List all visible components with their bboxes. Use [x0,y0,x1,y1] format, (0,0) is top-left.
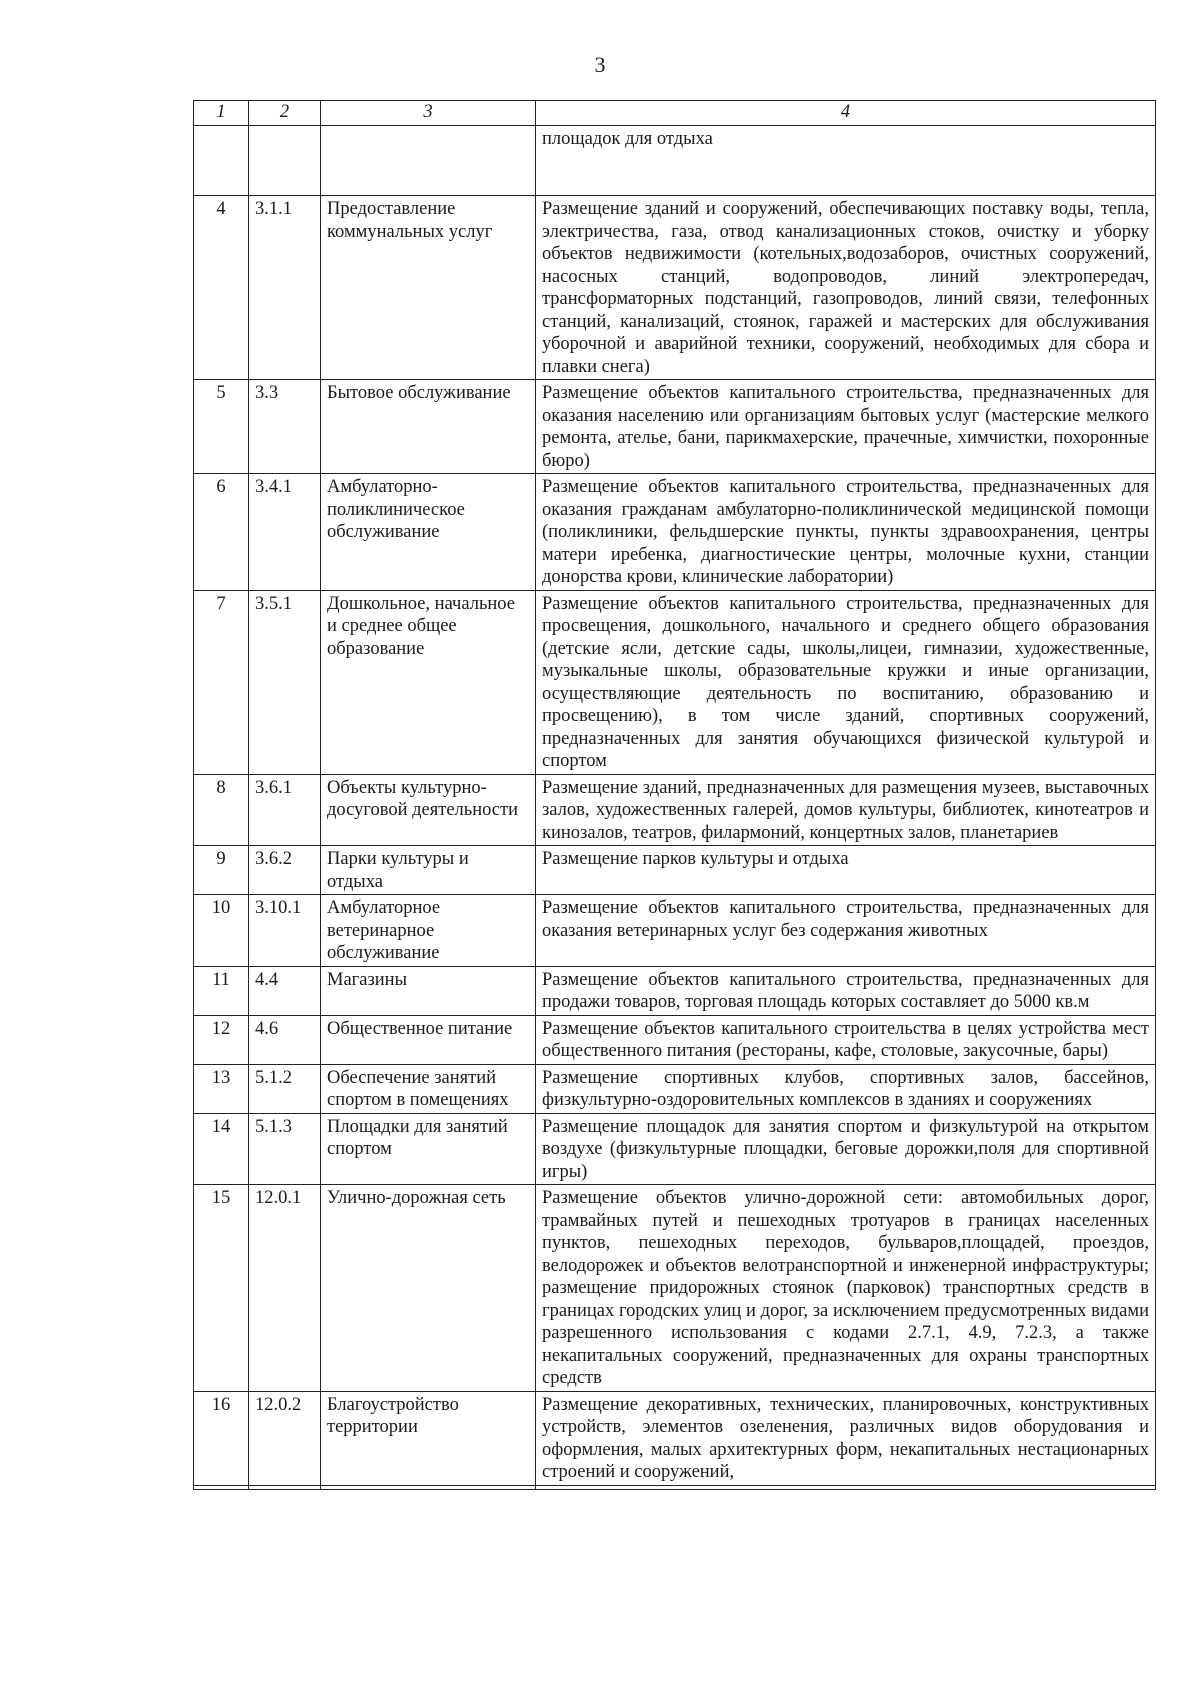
row-number: 5 [194,380,249,474]
row-name: Обеспечение занятий спортом в помещениях [321,1064,536,1113]
table-row [194,1485,1156,1489]
row-name: Предоставление коммунальных услуг [321,196,536,380]
row-number [194,1485,249,1489]
row-code [249,1485,321,1489]
table-row [194,1391,1156,1485]
table-row [194,474,1156,591]
row-code: 3.1.1 [249,196,321,380]
row-description: Размещение объектов капитального строительства, предназначенных для оказания гражданам амбулаторно-поликлинической медицинской помощи (поликлиники, фельдшерские пункты, пункты здравоохранения, центры матери иребенка, диагностические центры, молочные кухни, станции донорства крови, клинические лаборатории) [536,474,1156,591]
header-col-4: 4 [536,101,1156,126]
row-description: Размещение объектов капитального строительства, предназначенных для оказания населению или организациям бытовых услуг (мастерские мелкого ремонта, ателье, бани, парикмахерские, прачечные, химчистки, похоронные бюро) [536,380,1156,474]
row-number: 13 [194,1064,249,1113]
row-description: Размещение объектов улично-дорожной сети: автомобильных дорог, трамвайных путей и пешеходных тротуаров в границах населенных пунктов, пешеходных переходов, бульваров,площадей, проездов, велодорожек и объектов велотранспортной и инженерной инфраструктуры; размещение придорожных стоянок (парковок) транспортных средств в границах городских улиц и дорог, за исключением предусмотренных видами разрешенного использования с кодами 2.7.1, 4.9, 7.2.3, а также некапитальных сооружений, предназначенных для охраны транспортных средств [536,1185,1156,1392]
row-description: Размещение объектов капитального строительства, предназначенных для продажи товаров, торговая площадь которых составляет до 5000 кв.м [536,966,1156,1015]
row-description: площадок для отдыха [536,126,1156,196]
row-description: Размещение объектов капитального строительства в целях устройства мест общественного питания (рестораны, кафе, столовые, закусочные, бары) [536,1015,1156,1064]
row-description: Размещение площадок для занятия спортом и физкультурой на открытом воздухе (физкультурные площадки, беговые дорожки,поля для спортивной игры) [536,1113,1156,1185]
table-row [194,196,1156,380]
row-number: 6 [194,474,249,591]
row-code: 3.4.1 [249,474,321,591]
row-description: Размещение зданий и сооружений, обеспечивающих поставку воды, тепла, электричества, газа, отвод канализационных стоков, очистку и уборку объектов недвижимости (котельных,водозаборов, очистных сооружений, насосных станций, водопроводов, линий электропередач, трансформаторных подстанций, газопроводов, линий связи, телефонных станций, канализаций, стоянок, гаражей и мастерских для обслуживания уборочной и аварийной техники, сооружений, необходимых для сбора и плавки снега) [536,196,1156,380]
row-name: Дошкольное, начальное и среднее общее образование [321,590,536,774]
row-description: Размещение зданий, предназначенных для размещения музеев, выставочных залов, художественных галерей, домов культуры, библиотек, кинотеатров и кинозалов, театров, филармоний, концертных залов, планетариев [536,774,1156,846]
row-number: 16 [194,1391,249,1485]
row-number: 9 [194,846,249,895]
row-code: 4.6 [249,1015,321,1064]
table-row [194,126,1156,196]
row-code: 3.6.1 [249,774,321,846]
row-name: Площадки для занятий спортом [321,1113,536,1185]
table-row [194,1064,1156,1113]
row-name: Амбулаторно-поликлиническое обслуживание [321,474,536,591]
row-number [194,126,249,196]
row-name [321,1485,536,1489]
row-name: Благоустройство территории [321,1391,536,1485]
table-header [194,101,1156,126]
row-code: 12.0.1 [249,1185,321,1392]
row-name: Улично-дорожная сеть [321,1185,536,1392]
row-name: Бытовое обслуживание [321,380,536,474]
row-code: 3.5.1 [249,590,321,774]
row-description [536,1485,1156,1489]
row-description: Размещение объектов капитального строительства, предназначенных для оказания ветеринарных услуг без содержания животных [536,895,1156,967]
row-code: 3.6.2 [249,846,321,895]
table-body [194,126,1156,1490]
row-number: 11 [194,966,249,1015]
page-number: 3 [594,52,606,77]
table-row [194,1113,1156,1185]
row-description: Размещение декоративных, технических, планировочных, конструктивных устройств, элементов озеленения, различных видов оборудования и оформления, малых архитектурных форм, некапитальных нестационарных строений и сооружений, [536,1391,1156,1485]
row-code: 5.1.3 [249,1113,321,1185]
row-name: Общественное питание [321,1015,536,1064]
row-name: Амбулаторное ветеринарное обслуживание [321,895,536,967]
row-number: 14 [194,1113,249,1185]
row-number: 8 [194,774,249,846]
table-row [194,846,1156,895]
row-code: 5.1.2 [249,1064,321,1113]
row-code: 12.0.2 [249,1391,321,1485]
row-number: 15 [194,1185,249,1392]
table-row [194,774,1156,846]
table-row [194,1015,1156,1064]
row-description: Размещение парков культуры и отдыха [536,846,1156,895]
table-row [194,380,1156,474]
land-use-table [193,100,1156,1490]
row-number: 12 [194,1015,249,1064]
header-col-3: 3 [321,101,536,126]
row-code: 3.10.1 [249,895,321,967]
row-code: 3.3 [249,380,321,474]
row-description: Размещение спортивных клубов, спортивных залов, бассейнов, физкультурно-оздоровительных комплексов в зданиях и сооружениях [536,1064,1156,1113]
table-row [194,1185,1156,1392]
row-number: 7 [194,590,249,774]
header-col-1: 1 [194,101,249,126]
table-row [194,895,1156,967]
row-name: Магазины [321,966,536,1015]
row-code: 4.4 [249,966,321,1015]
row-number: 10 [194,895,249,967]
table-row [194,966,1156,1015]
header-row [194,101,1156,126]
row-name [321,126,536,196]
row-code [249,126,321,196]
row-name: Объекты культурно-досуговой деятельности [321,774,536,846]
header-col-2: 2 [249,101,321,126]
row-name: Парки культуры и отдыха [321,846,536,895]
table-row [194,590,1156,774]
row-number: 4 [194,196,249,380]
row-description: Размещение объектов капитального строительства, предназначенных для просвещения, дошкольного, начального и среднего общего образования (детские ясли, детские сады, школы,лицеи, гимназии, художественные, музыкальные школы, образовательные кружки и иные организации, осуществляющие деятельность по воспитанию, образованию и просвещению), в том числе зданий, спортивных сооружений, предназначенных для занятия обучающихся физической культурой и спортом [536,590,1156,774]
